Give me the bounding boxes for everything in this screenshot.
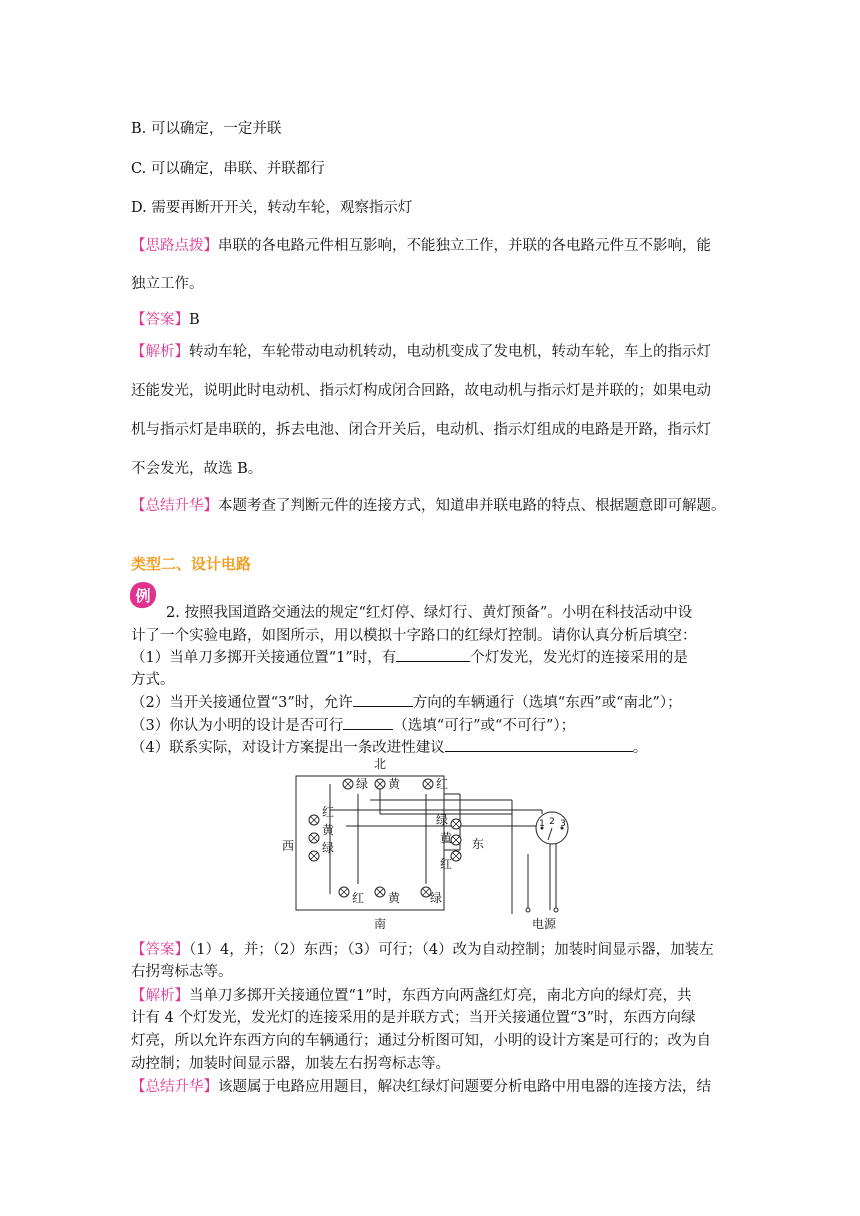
answer-text-1-q2: （1）4，并；（2）东西；（3）可行；（4）改为自动控制；加装时间显示器，加装左	[189, 942, 714, 958]
hint-text-1: 串联的各电路元件相互影响，不能独立工作，并联的各电路元件互不影响，能	[218, 238, 711, 254]
label-east-yellow: 黄	[440, 831, 453, 845]
label-west-red: 红	[322, 805, 335, 819]
summary-text-q2: 该题属于电路应用题目，解决红绿灯问题要分析电路中用电器的连接方法，结	[218, 1079, 711, 1095]
analysis-line-4-q1: 不会发光，故选 B。	[131, 461, 263, 477]
label-west-green: 绿	[322, 841, 335, 855]
q2-part1-line	[131, 646, 688, 667]
q2-part1-c: 方式。	[131, 672, 175, 688]
q2-stem-line-2: 计了一个实验电路，如图所示，用以模拟十字路口的红绿灯控制。请你认真分析后填空：	[131, 628, 697, 644]
section-heading: 类型二、设计电路	[131, 555, 252, 573]
label-west-yellow: 黄	[322, 823, 335, 837]
analysis-line-1-q2	[131, 984, 692, 1005]
label-north: 北	[373, 757, 387, 771]
summary-tag-q1: 【总结升华】	[131, 498, 218, 514]
label-north-red: 红	[436, 777, 449, 791]
label-north-yellow: 黄	[388, 777, 401, 791]
analysis-tag-q2: 【解析】	[131, 988, 189, 1004]
summary-line-q2	[131, 1075, 711, 1096]
hint-line-1	[131, 234, 711, 255]
label-south-yellow: 黄	[388, 891, 401, 905]
summary-text-q1: 本题考查了判断元件的连接方式，知道串并联电路的特点、根据题意即可解题。	[218, 498, 726, 514]
switch-label-1: 1	[539, 819, 545, 829]
q2-part4-a: （4）联系实际，对设计方案提出一条改进性建议	[131, 740, 445, 756]
selector-switch	[536, 812, 568, 844]
label-east-red: 红	[440, 857, 453, 871]
label-west: 西	[282, 839, 295, 853]
q2-stem-line-1: 2. 按照我国道路交通法的规定“红灯停、绿灯行、黄灯预备”。小明在科技活动中设	[166, 605, 693, 621]
label-power: 电源	[531, 917, 557, 931]
analysis-tag-q1: 【解析】	[131, 344, 189, 360]
answer-line-2-q2: 右拐弯标志等。	[131, 964, 233, 980]
analysis-line-3-q1: 机与指示灯是串联的，拆去电池、闭合开关后，电动机、指示灯组成的电路是开路，指示灯	[131, 422, 711, 438]
q2-part3-a: （3）你认为小明的设计是否可行	[131, 718, 344, 734]
label-north-green: 绿	[356, 777, 369, 791]
q2-blank-4[interactable]	[445, 737, 633, 752]
option-c: C. 可以确定，串联、并联都行	[131, 161, 325, 177]
option-d: D. 需要再断开开关，转动车轮，观察指示灯	[131, 200, 413, 216]
answer-value-q1: B	[189, 312, 200, 328]
answer-tag-q1: 【答案】	[131, 312, 189, 328]
analysis-text-1-q2: 当单刀多掷开关接通位置“1”时，东西方向两盏红灯亮，南北方向的绿灯亮，共	[189, 988, 692, 1004]
analysis-line-1-q1	[131, 340, 711, 361]
example-badge-icon	[128, 580, 158, 610]
label-south: 南	[373, 917, 387, 931]
analysis-line-2-q2: 计有 4 个灯发光，发光灯的连接采用的是并联方式；当开关接通位置“3”时，东西方向绿	[131, 1010, 696, 1026]
example-badge-label: 例	[135, 587, 151, 605]
q2-blank-1[interactable]	[396, 647, 470, 662]
analysis-line-4-q2: 动控制；加装时间显示器，加装左右拐弯标志等。	[131, 1056, 450, 1072]
q2-part1-b: 个灯发光，发光灯的连接采用的是	[470, 650, 688, 666]
q2-part4-b: 。	[632, 740, 648, 756]
label-south-green: 绿	[430, 891, 443, 905]
traffic-light-circuit-diagram	[280, 754, 590, 934]
label-east-green: 绿	[436, 813, 449, 827]
q2-part2-line	[131, 691, 682, 712]
hint-line-2: 独立工作。	[131, 276, 204, 292]
answer-tag-q2: 【答案】	[131, 942, 189, 958]
q2-part2-b: 方向的车辆通行（选填“东西”或“南北”）；	[412, 695, 682, 711]
switch-label-2: 2	[549, 817, 555, 827]
analysis-text-1-q1: 转动车轮，车轮带动电动机转动，电动机变成了发电机，转动车轮，车上的指示灯	[189, 344, 711, 360]
lamps-group	[309, 779, 461, 897]
q2-part2-a: （2）当开关接通位置“3”时，允许	[131, 695, 353, 711]
q2-blank-3[interactable]	[343, 715, 393, 730]
label-east: 东	[472, 837, 485, 851]
q2-part3-b: （选填“可行”或“不可行”）；	[393, 718, 576, 734]
summary-tag-q2: 【总结升华】	[131, 1079, 218, 1095]
label-south-red: 红	[352, 891, 365, 905]
q2-part1-a: （1）当单刀多掷开关接通位置“1”时，有	[131, 650, 397, 666]
switch-label-3: 3	[560, 819, 566, 829]
hint-tag: 【思路点拨】	[131, 238, 218, 254]
q2-part3-line	[131, 714, 575, 735]
analysis-line-2-q1: 还能发光，说明此时电动机、指示灯构成闭合回路，故电动机与指示灯是并联的；如果电动	[131, 383, 711, 399]
answer-line-q1	[131, 308, 200, 329]
summary-line-q1	[131, 494, 726, 515]
q2-blank-2[interactable]	[353, 692, 413, 707]
analysis-line-3-q2: 灯亮，所以允许东西方向的车辆通行；通过分析图可知，小明的设计方案是可行的；改为自	[131, 1033, 711, 1049]
answer-line-1-q2	[131, 938, 714, 959]
option-b: B. 可以确定，一定并联	[131, 121, 282, 137]
